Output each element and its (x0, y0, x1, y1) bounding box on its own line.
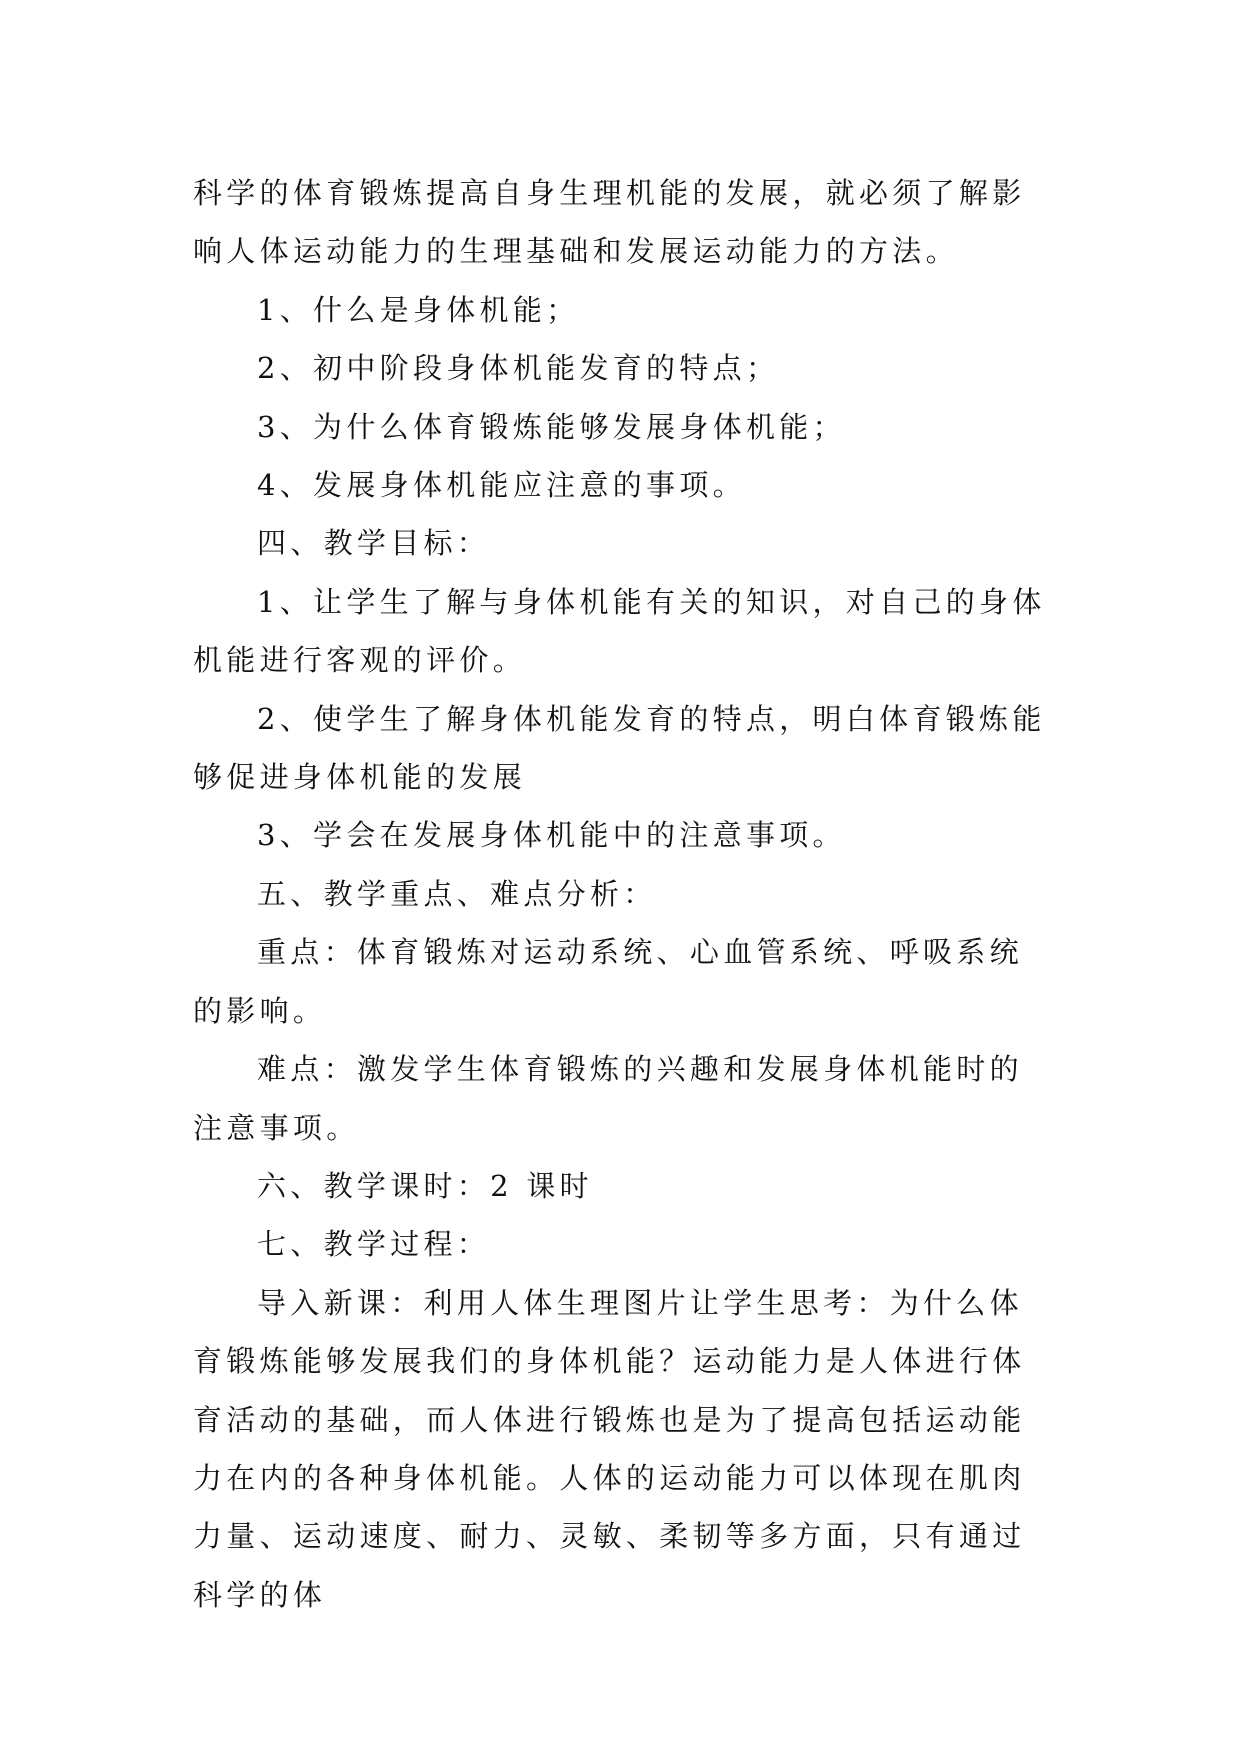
list-item-4: 4、发展身体机能应注意的事项。 (257, 468, 746, 503)
section-heading-key-points: 五、教学重点、难点分析： (257, 876, 657, 911)
objective-item-3: 3、学会在发展身体机能中的注意事项。 (257, 818, 846, 853)
difficulty-paragraph: 难点：激发学生体育锻炼的兴趣和发展身体机能时的注意事项。 (193, 1052, 1023, 1145)
intro-paragraph: 导入新课：利用人体生理图片让学生思考：为什么体育锻炼能够发展我们的身体机能？运动能力是人体进行体育活动的基础，而人体进行锻炼也是为了提高包括运动能力在内的各种身体机能。人体的运动能力可以体现在肌肉力量、运动速度、耐力、灵敏、柔韧等多方面，只有通过科学的体 (193, 1285, 1026, 1612)
section-heading-process: 七、教学过程： (257, 1227, 491, 1262)
section-heading-class-hours: 六、教学课时：2 课时 (257, 1168, 593, 1203)
list-item-3: 3、为什么体育锻炼能够发展身体机能； (257, 409, 846, 444)
key-point-paragraph: 重点：体育锻炼对运动系统、心血管系统、呼吸系统的影响。 (193, 935, 1023, 1028)
document-body (193, 164, 1053, 1624)
objective-item-1: 1、让学生了解与身体机能有关的知识，对自己的身体机能进行客观的评价。 (193, 584, 1046, 678)
objective-item-2: 2、使学生了解身体机能发育的特点，明白体育锻炼能够促进身体机能的发展 (193, 701, 1046, 795)
section-heading-objectives: 四、教学目标： (257, 526, 491, 561)
list-item-1: 1、什么是身体机能； (257, 292, 580, 327)
list-item-2: 2、初中阶段身体机能发育的特点； (257, 351, 780, 386)
paragraph: 科学的体育锻炼提高自身生理机能的发展，就必须了解影响人体运动能力的生理基础和发展运动能力的方法。 (193, 176, 1026, 269)
